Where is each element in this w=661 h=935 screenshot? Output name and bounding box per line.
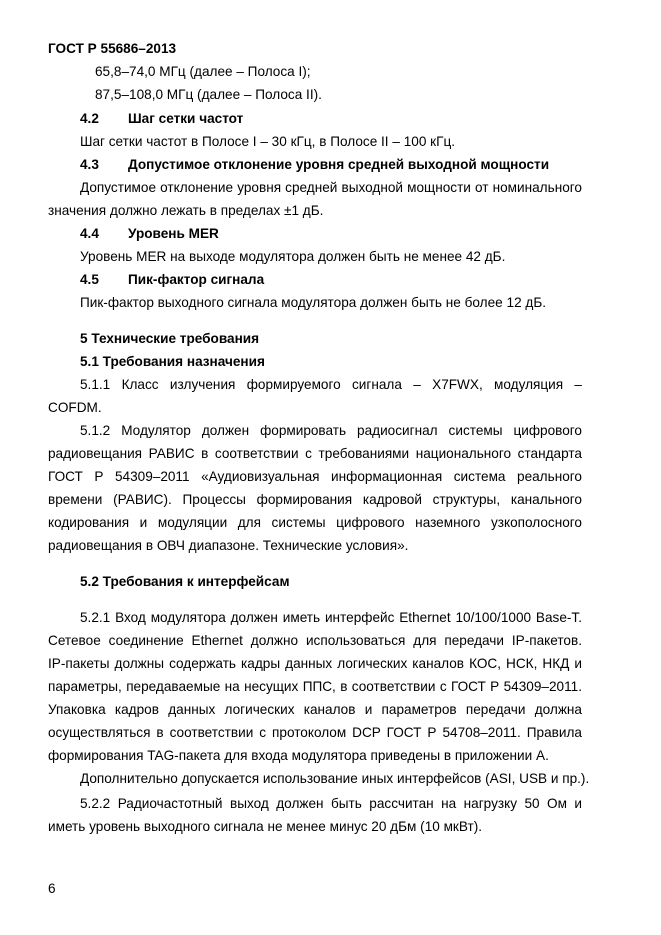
section-5-1-heading: 5.1 Требования назначения (80, 354, 265, 369)
section-4-4-heading (80, 227, 219, 241)
section-number: 4.3 (80, 157, 99, 172)
section-5-2-1-line-7: формирования TAG-пакета для входа модулятора приведены в приложении А. (48, 748, 549, 763)
section-4-3-line-1: Допустимое отклонение уровня средней выходной мощности от номинального (80, 180, 582, 195)
section-4-5-heading (80, 273, 264, 287)
section-5-2-2-line-2: иметь уровень выходного сигнала не менее минус 20 дБм (10 мкВт). (48, 819, 483, 834)
section-5-2-1-line-5: Упаковка кадров данных логических каналов и параметров передачи должна (48, 702, 582, 717)
section-4-2-text: Шаг сетки частот в Полосе I – 30 кГц, в Полосе II – 100 кГц. (80, 134, 456, 149)
section-5-2-1-line-2: Сетевое соединение Ethernet должно использоваться для передачи IP-пакетов. (48, 633, 582, 648)
section-5-1-2-line-1 (80, 424, 582, 438)
section-4-4-text: Уровень MER на выходе модулятора должен быть не менее 42 дБ. (80, 249, 506, 264)
section-5-2-1-line-6: осуществляться в соответствии с протоколом DCP ГОСТ Р 54708–2011. Правила (48, 725, 582, 740)
section-title: Допустимое отклонение уровня средней выходной мощности (128, 157, 550, 172)
section-5-1-1-line-1 (80, 378, 582, 392)
range-band-1: 65,8–74,0 МГц (далее – Полоса I); (95, 64, 311, 79)
section-4-3-line-2: значения должно лежать в пределах ±1 дБ. (48, 203, 324, 218)
section-5-1-2-line-4: времени (РАВИС). Процессы формирования кадровой структуры, канального (48, 492, 582, 507)
clause-number: 5.1.1 (80, 377, 111, 392)
section-5-1-2-line-6: радиовещания в ОВЧ диапазоне. Технические условия». (48, 538, 409, 553)
section-title: Пик-фактор сигнала (128, 272, 265, 287)
clause-number: 5.2.1 (80, 610, 111, 625)
section-4-3-heading (80, 158, 549, 172)
section-5-1-1-line-2: COFDM. (48, 400, 102, 415)
section-5-2-1-extra: Дополнительно допускается использование иных интерфейсов (ASI, USB и пр.). (80, 771, 590, 786)
section-title: Уровень MER (128, 226, 219, 241)
section-number: 4.2 (80, 111, 99, 126)
section-5-2-heading: 5.2 Требования к интерфейсам (80, 574, 290, 589)
section-5-2-1-line-4: параметры, передаваемые на несущих ППС, в соответствии с ГОСТ Р 54309–2011. (48, 679, 582, 694)
clause-number: 5.1.2 (80, 423, 111, 438)
section-5-1-2-line-2: радиовещания РАВИС в соответствии с требованиями национального стандарта (48, 446, 582, 461)
section-number: 4.4 (80, 226, 99, 241)
section-5-1-2-line-5: кодирования и модуляции для системы цифрового наземного узкополосного (48, 515, 582, 530)
section-4-5-text: Пик-фактор выходного сигнала модулятора должен быть не более 12 дБ. (80, 295, 547, 310)
range-band-2: 87,5–108,0 МГц (далее – Полоса II). (95, 87, 322, 102)
clause-text: Класс излучения формируемого сигнала – X7FWX, модуляция – (121, 377, 582, 392)
section-5-2-1-line-1 (80, 611, 582, 625)
clause-text: Модулятор должен формировать радиосигнал системы цифрового (121, 423, 582, 438)
page-number: 6 (48, 881, 56, 896)
section-number: 4.5 (80, 272, 99, 287)
section-5-1-2-line-3: ГОСТ Р 54309–2011 «Аудиовизуальная информационная система реального (48, 469, 582, 484)
clause-text: Вход модулятора должен иметь интерфейс Ethernet 10/100/1000 Base-T. (115, 610, 582, 625)
section-5-2-1-line-3: IP-пакеты должны содержать кадры данных логических каналов КОС, НСК, НКД и (48, 656, 582, 671)
clause-text: Радиочастотный выход должен быть рассчитан на нагрузку 50 Ом и (117, 796, 582, 811)
clause-number: 5.2.2 (80, 796, 111, 811)
section-5-2-2-line-1 (80, 797, 582, 811)
document-header: ГОСТ Р 55686–2013 (48, 41, 177, 56)
section-title: Шаг сетки частот (128, 111, 244, 126)
section-4-2-heading (80, 112, 243, 126)
section-5-heading: 5 Технические требования (80, 331, 260, 346)
